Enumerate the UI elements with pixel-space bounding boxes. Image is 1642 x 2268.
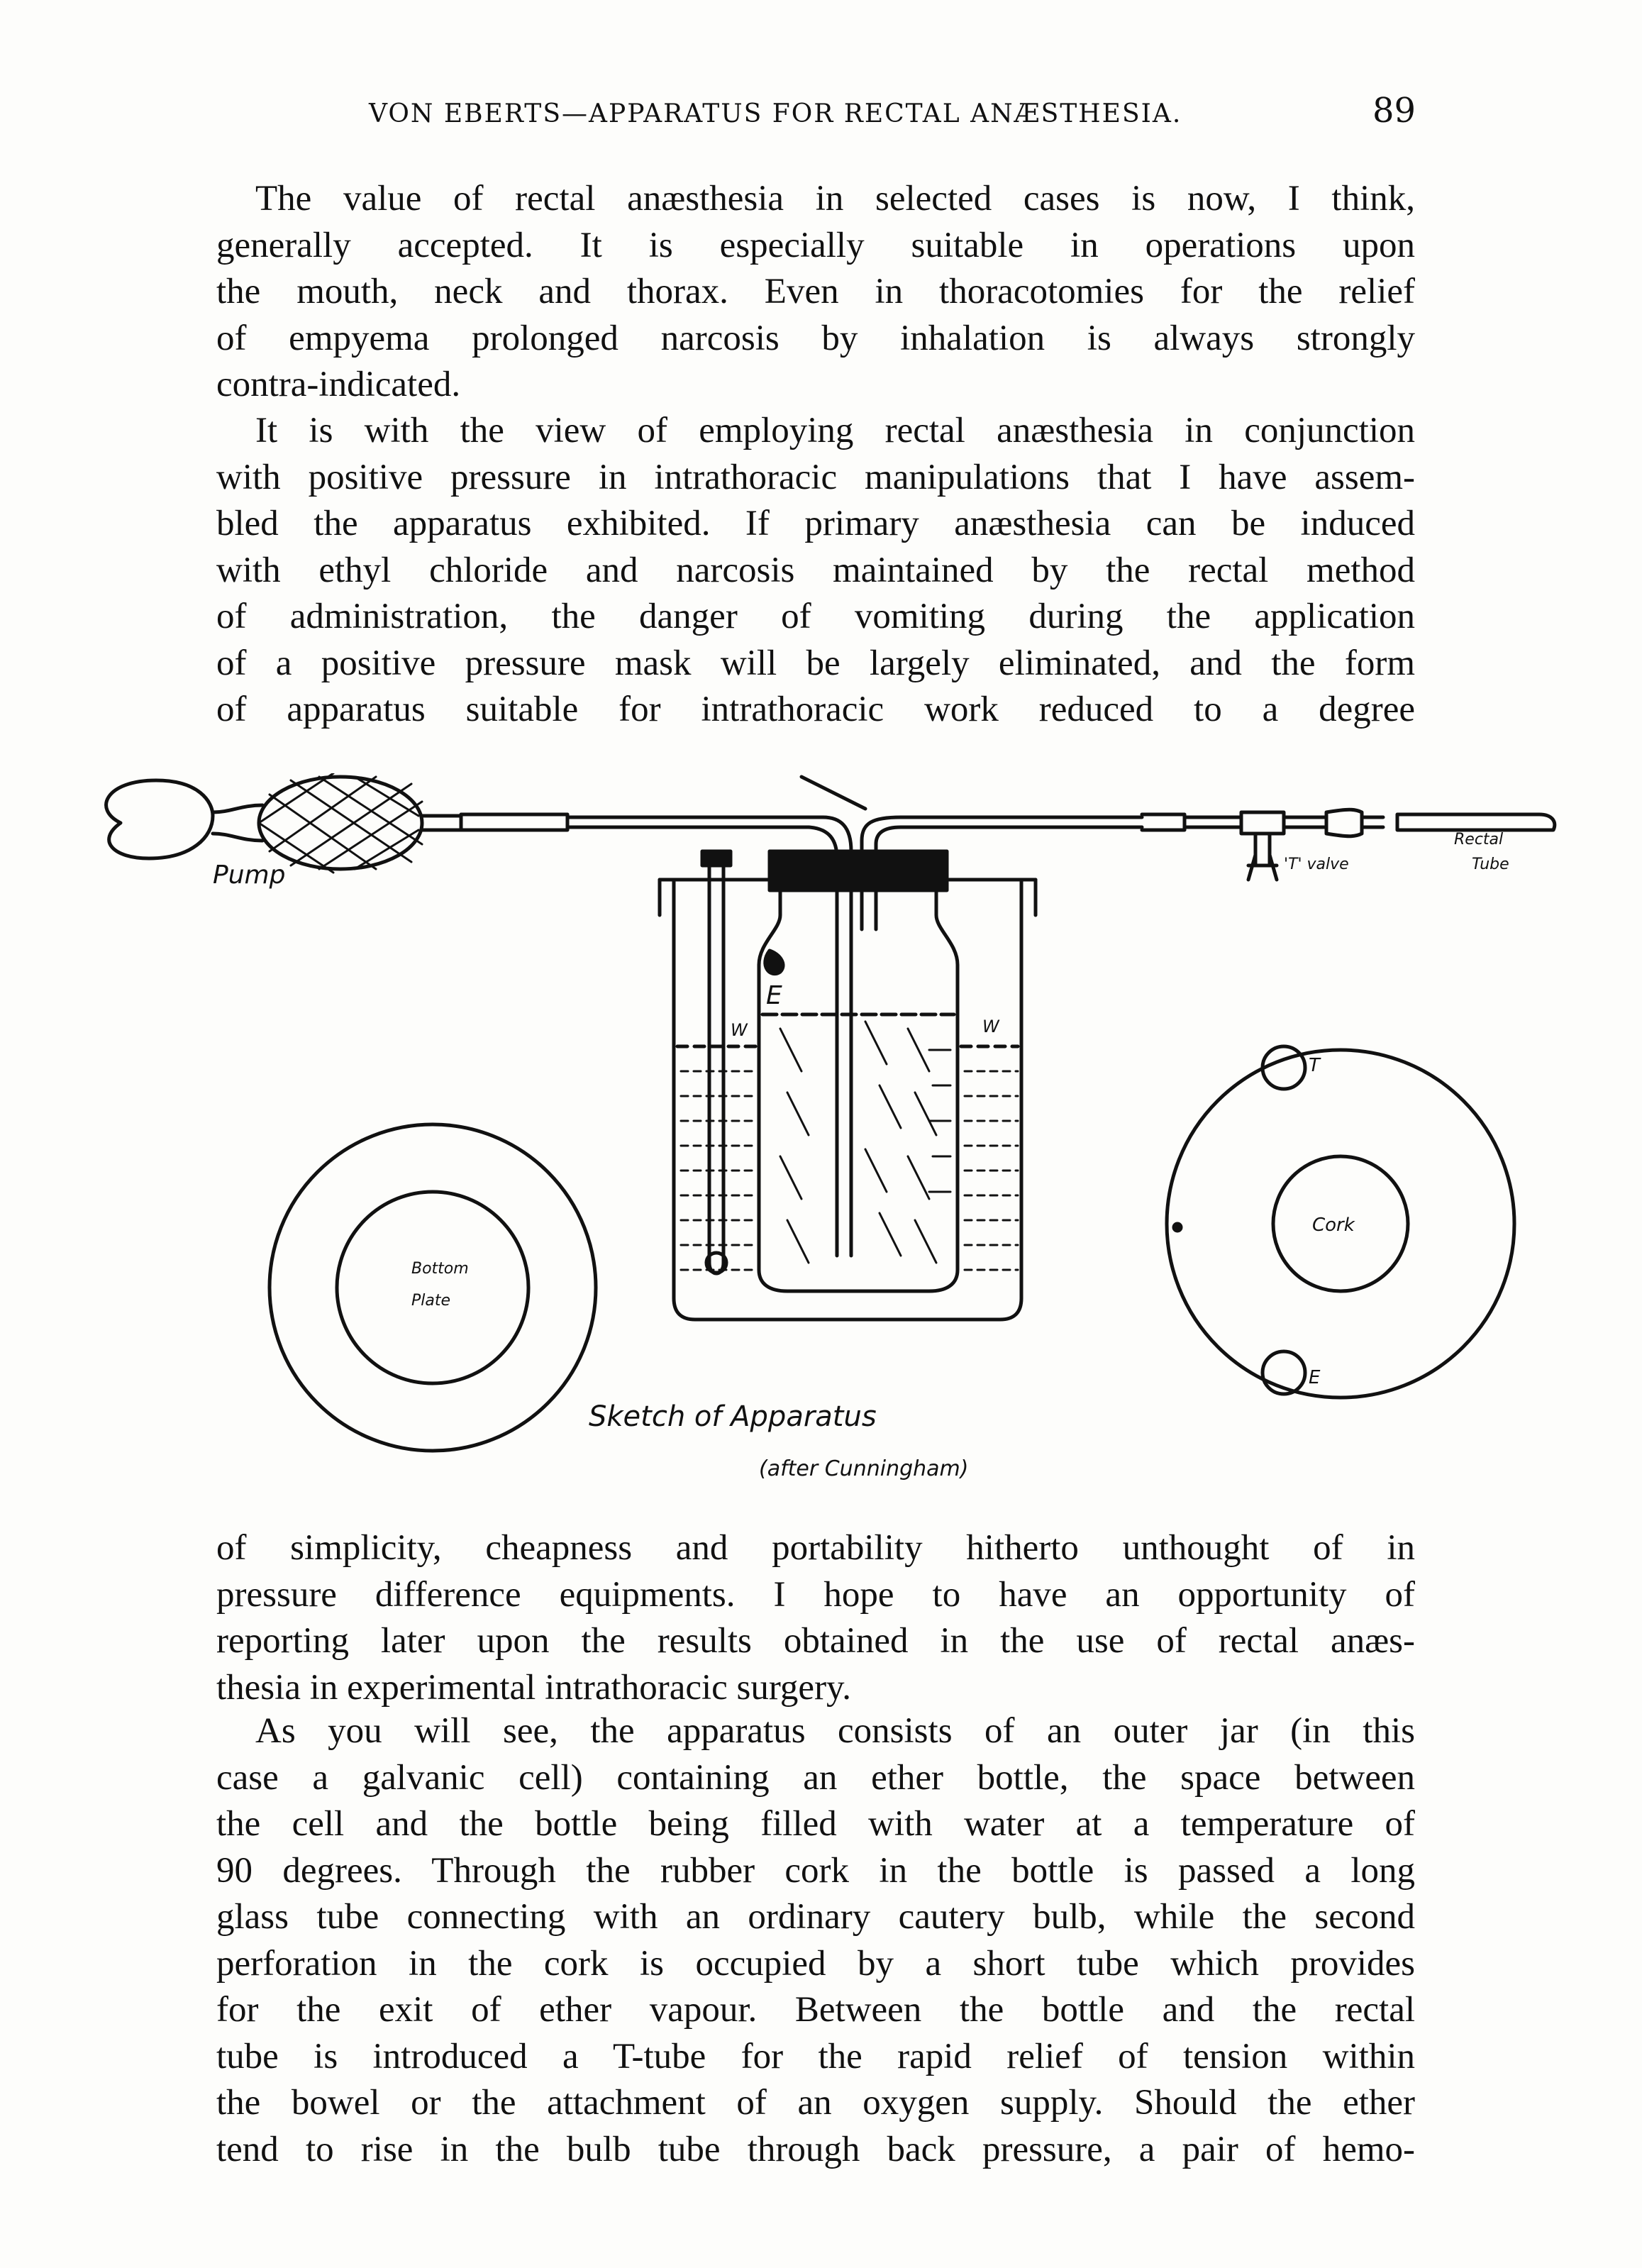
text-line: generally accepted. It is especially suitable in operations upon bbox=[216, 225, 1415, 265]
text-line: the mouth, neck and thorax. Even in thoracotomies for the relief bbox=[216, 272, 1415, 311]
rubber-cork bbox=[770, 851, 947, 890]
text-line: with ethyl chloride and narcosis maintained by the rectal method bbox=[216, 550, 1415, 590]
bottom-plate-inner bbox=[337, 1192, 528, 1383]
label-e-hole: E bbox=[1309, 1367, 1321, 1388]
pump-tube bbox=[422, 816, 461, 830]
pump-neck bbox=[213, 805, 262, 841]
label-tube: Tube bbox=[1472, 856, 1509, 873]
label-pump: Pump bbox=[213, 861, 286, 890]
text-line: of simplicity, cheapness and portability hitherto unthought of in bbox=[216, 1528, 1415, 1568]
text-line: perforation in the cork is occupied by a short tube which provides bbox=[216, 1943, 1415, 1984]
text-line: the cell and the bottle being filled with water at a temperature of bbox=[216, 1804, 1415, 1844]
text-line: As you will see, the apparatus consists of an outer jar (in this bbox=[255, 1711, 1415, 1751]
thermometer bbox=[709, 862, 723, 1273]
label-water-left: W bbox=[731, 1020, 748, 1040]
paragraph-2 bbox=[216, 408, 1415, 734]
text-line: contra-indicated. bbox=[216, 365, 461, 404]
label-water-right: W bbox=[982, 1017, 999, 1036]
text-line: of empyema prolonged narcosis by inhalation is always strongly bbox=[216, 318, 1415, 358]
text-line: of apparatus suitable for intrathoracic work reduced to a degree bbox=[216, 690, 1415, 729]
text-line: thesia in experimental intrathoracic surgery. bbox=[216, 1667, 851, 1708]
text-line: with positive pressure in intrathoracic manipulations that I have assem- bbox=[216, 457, 1415, 497]
t-valve bbox=[1241, 812, 1284, 880]
text-line: It is with the view of employing rectal anæsthesia in conjunction bbox=[255, 411, 1415, 450]
text-line: tend to rise in the bulb tube through back pressure, a pair of hemo- bbox=[216, 2129, 1415, 2169]
label-t-hole: T bbox=[1309, 1055, 1320, 1076]
text-line: the bowel or the attachment of an oxygen supply. Should the ether bbox=[216, 2083, 1415, 2123]
label-bottom: Bottom bbox=[411, 1260, 469, 1278]
label-rectal: Rectal bbox=[1454, 831, 1504, 848]
label-cork: Cork bbox=[1312, 1215, 1355, 1236]
paragraph-1 bbox=[216, 176, 1415, 409]
outer-jar bbox=[674, 880, 1021, 1320]
page-number: 89 bbox=[1372, 91, 1416, 131]
apparatus-figure bbox=[78, 773, 1560, 1504]
label-ether: E bbox=[766, 981, 782, 1010]
label-plate: Plate bbox=[411, 1292, 451, 1310]
label-valve: 'T' valve bbox=[1284, 856, 1349, 873]
text-line: pressure difference equipments. I hope to have an opportunity of bbox=[216, 1574, 1415, 1615]
t-hole bbox=[1263, 1046, 1305, 1089]
paragraph-4 bbox=[216, 1708, 1415, 2173]
text-line: reporting later upon the results obtained in the use of rectal anæs- bbox=[216, 1621, 1415, 1661]
text-line: glass tube connecting with an ordinary cautery bulb, while the second bbox=[216, 1897, 1415, 1937]
bottom-plate-outer bbox=[270, 1124, 596, 1451]
text-line: tube is introduced a T-tube for the rapid relief of tension within bbox=[216, 2036, 1415, 2076]
text-line: bled the apparatus exhibited. If primary anæsthesia can be induced bbox=[216, 504, 1415, 543]
text-line: case a galvanic cell) containing an ether bottle, the space between bbox=[216, 1757, 1415, 1798]
text-line: The value of rectal anæsthesia in selected cases is now, I think, bbox=[255, 179, 1415, 218]
paragraph-3 bbox=[216, 1525, 1415, 1711]
figure-caption-line-1: Sketch of Apparatus bbox=[589, 1400, 877, 1433]
figure-caption-line-2: (after Cunningham) bbox=[759, 1456, 969, 1481]
text-line: for the exit of ether vapour. Between the bottle and the rectal bbox=[216, 1990, 1415, 2030]
pump-bulb bbox=[106, 780, 213, 858]
running-title: VON EBERTS—APPARATUS FOR RECTAL ANÆSTHESIA. bbox=[369, 99, 1182, 128]
text-line: of administration, the danger of vomiting during the application bbox=[216, 597, 1415, 636]
rectal-tube bbox=[1397, 814, 1555, 830]
text-line: 90 degrees. Through the rubber cork in the bottle is passed a long bbox=[216, 1850, 1415, 1891]
text-line: of a positive pressure mask will be largely eliminated, and the form bbox=[216, 643, 1415, 683]
